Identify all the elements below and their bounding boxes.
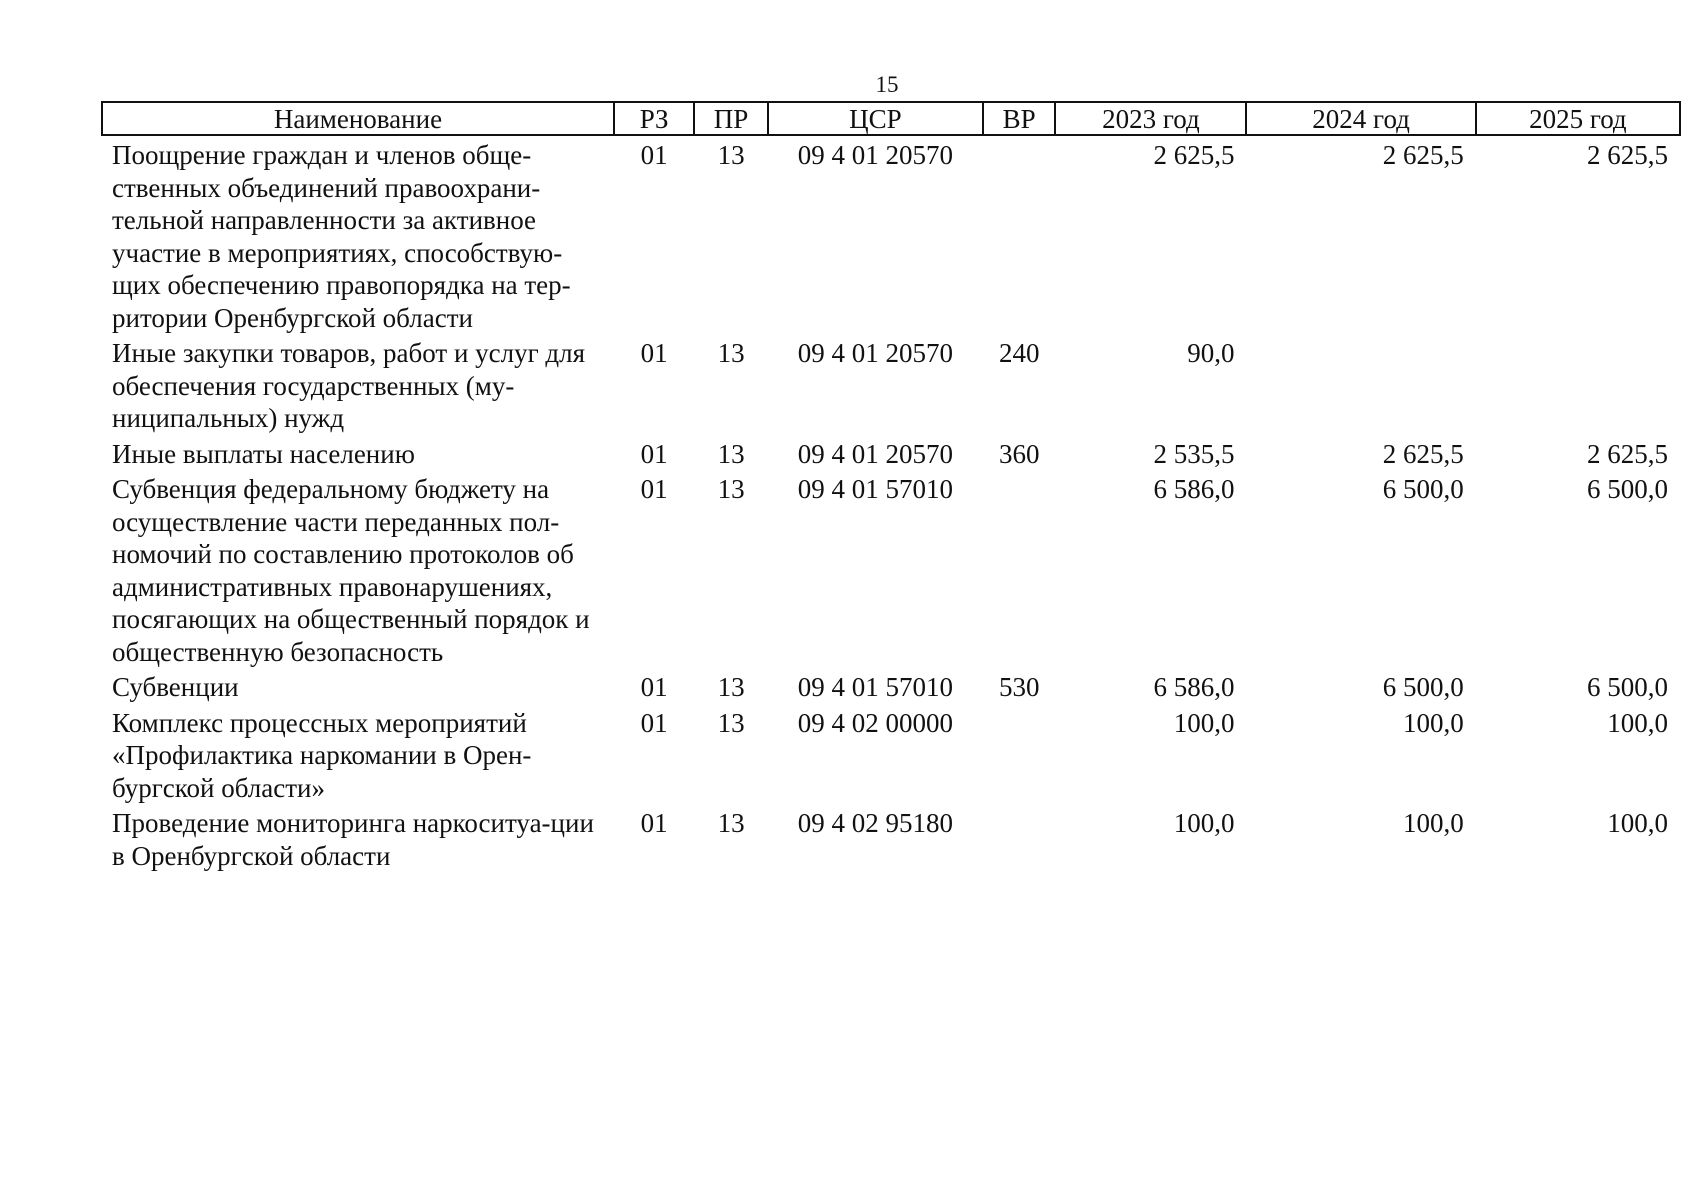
row-vr: 240 xyxy=(998,338,1040,368)
row-vr xyxy=(983,470,1055,668)
row-2025 xyxy=(1476,334,1680,435)
row-rz: 01 xyxy=(640,338,668,368)
row-name: Иные выплаты населению xyxy=(112,438,415,469)
table-row xyxy=(102,334,1680,435)
row-name: Субвенция федеральному бюджету на осуществление части переданных пол-номочий по составлению протоколов об административных правонарушениях, посягающих на общественный порядок и общественную безопасность xyxy=(112,474,590,667)
row-2023: 100,0 xyxy=(1173,707,1235,738)
row-csr: 09 4 01 57010 xyxy=(797,474,953,504)
row-2023: 100,0 xyxy=(1173,808,1235,838)
row-csr: 09 4 01 20570 xyxy=(797,438,953,469)
row-2023: 6 586,0 xyxy=(1153,672,1235,702)
row-name: Проведение мониторинга наркоситуа-ции в Оренбургской области xyxy=(112,808,594,871)
row-2023: 6 586,0 xyxy=(1153,474,1235,504)
column-header-csr: ЦСР xyxy=(768,102,983,135)
row-rz: 01 xyxy=(640,474,668,504)
row-2023: 2 625,5 xyxy=(1153,140,1235,170)
row-2025: 2 625,5 xyxy=(1587,438,1668,469)
row-rz: 01 xyxy=(640,808,668,838)
row-2023: 2 535,5 xyxy=(1153,438,1235,469)
row-2025: 6 500,0 xyxy=(1587,474,1668,504)
row-2024 xyxy=(1246,334,1475,435)
row-pr: 13 xyxy=(717,140,745,170)
row-2024: 100,0 xyxy=(1403,808,1464,838)
row-2025: 6 500,0 xyxy=(1587,672,1668,702)
row-2024: 6 500,0 xyxy=(1382,474,1464,504)
row-csr: 09 4 01 20570 xyxy=(797,140,953,170)
table-row xyxy=(102,435,1680,471)
table-row xyxy=(102,804,1680,872)
row-2024: 2 625,5 xyxy=(1382,140,1464,170)
row-2024: 100,0 xyxy=(1403,707,1464,738)
row-vr: 360 xyxy=(998,438,1040,469)
column-header-2023: 2023 год xyxy=(1055,102,1246,135)
row-vr xyxy=(983,704,1055,805)
row-vr xyxy=(983,135,1055,334)
row-pr: 13 xyxy=(717,707,745,738)
column-header-2025: 2025 год xyxy=(1476,102,1680,135)
column-header-rz: РЗ xyxy=(614,102,694,135)
column-header-pr: ПР xyxy=(694,102,767,135)
budget-table xyxy=(101,101,1681,872)
row-rz: 01 xyxy=(640,672,668,702)
table-row xyxy=(102,704,1680,805)
table-header-row xyxy=(102,102,1680,135)
table-row xyxy=(102,135,1680,334)
row-2024: 2 625,5 xyxy=(1382,438,1464,469)
row-pr: 13 xyxy=(717,808,745,838)
row-name: Комплекс процессных мероприятий «Профилактика наркомании в Орен-бургской области» xyxy=(112,707,532,803)
row-csr: 09 4 02 00000 xyxy=(797,707,953,738)
row-rz: 01 xyxy=(640,707,668,738)
table-row xyxy=(102,470,1680,668)
row-name: Иные закупки товаров, работ и услуг для обеспечения государственных (му-ниципальных) нужд xyxy=(112,338,586,433)
row-2024: 6 500,0 xyxy=(1382,672,1464,702)
table-row xyxy=(102,668,1680,704)
row-2025: 100,0 xyxy=(1607,808,1668,838)
row-vr: 530 xyxy=(998,672,1040,702)
row-rz: 01 xyxy=(640,438,668,469)
row-pr: 13 xyxy=(717,338,745,368)
row-pr: 13 xyxy=(717,474,745,504)
row-2025: 2 625,5 xyxy=(1587,140,1668,170)
row-vr xyxy=(983,804,1055,872)
row-2025: 100,0 xyxy=(1607,707,1668,738)
row-csr: 09 4 02 95180 xyxy=(797,808,953,838)
row-csr: 09 4 01 57010 xyxy=(797,672,953,702)
page-number: 15 xyxy=(875,72,899,97)
row-name: Субвенции xyxy=(112,672,239,702)
column-header-vr: ВР xyxy=(983,102,1055,135)
row-rz: 01 xyxy=(640,140,668,170)
column-header-name: Наименование xyxy=(102,102,614,135)
row-pr: 13 xyxy=(717,438,745,469)
row-2023: 90,0 xyxy=(1187,338,1235,368)
row-pr: 13 xyxy=(717,672,745,702)
row-name: Поощрение граждан и членов обще-ственных объединений правоохрани-тельной направленности за активное участие в мероприятиях, способствую-щих обеспечению правопорядка на тер-ритории Оренбургской области xyxy=(112,140,571,333)
row-csr: 09 4 01 20570 xyxy=(797,338,953,368)
column-header-2024: 2024 год xyxy=(1246,102,1475,135)
